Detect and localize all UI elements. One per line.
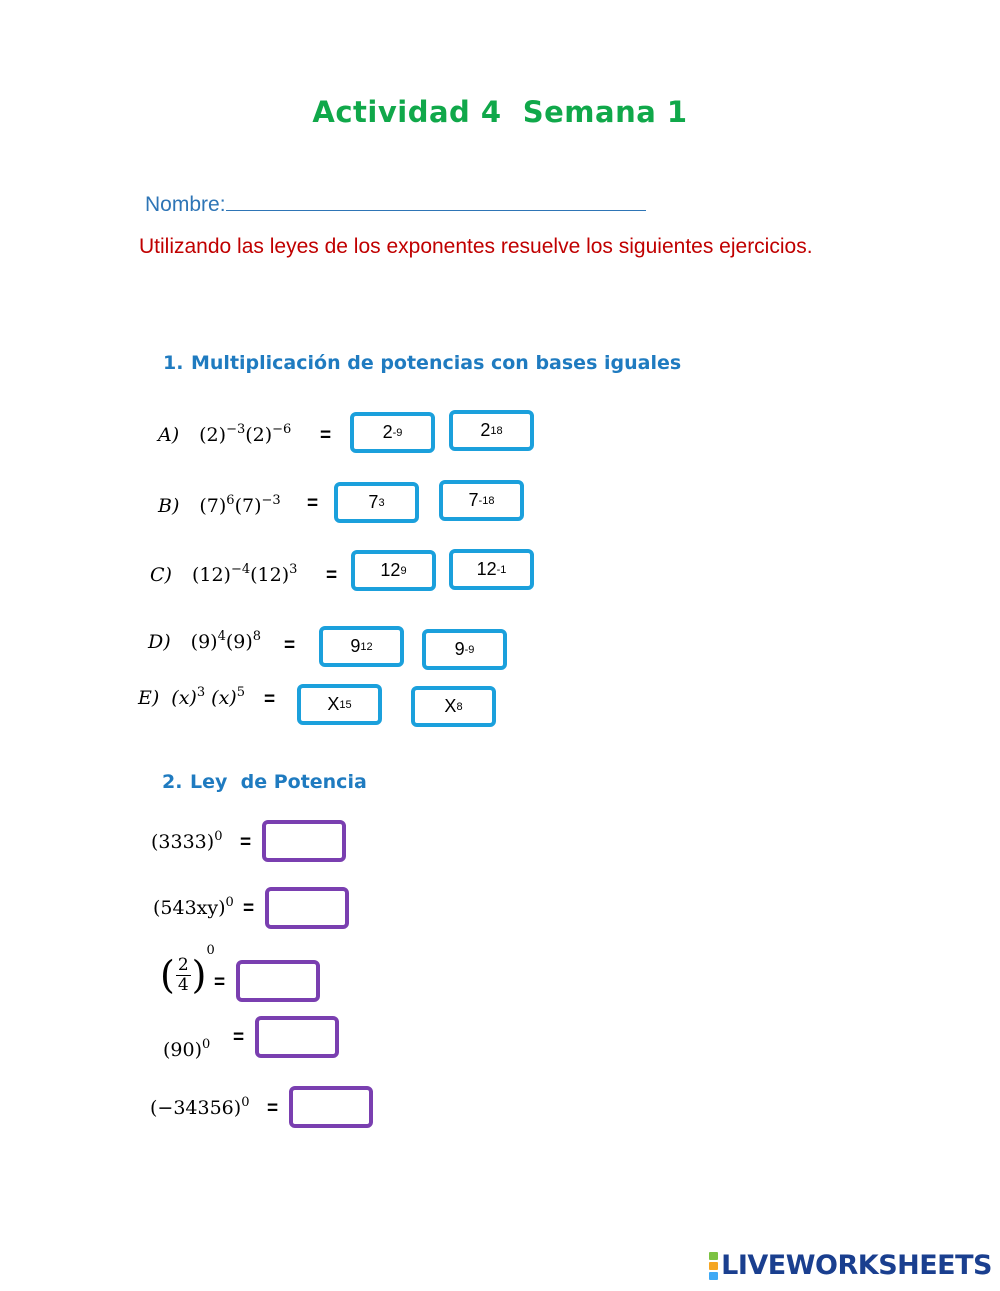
problem-c-expression (150, 564, 297, 586)
exponent: 0 (241, 1095, 250, 1110)
power-problem-5-expression (150, 1097, 249, 1119)
exponent: −6 (272, 422, 292, 437)
problem-d-expression (148, 631, 261, 653)
liveworksheets-logo-icon (709, 1251, 718, 1281)
equals-sign: = (240, 832, 252, 853)
exponent: −3 (226, 422, 246, 437)
answer-option-c-1[interactable]: 12 9 (351, 550, 436, 591)
answer-option-b-1[interactable]: 7 3 (334, 482, 419, 523)
answer-option-a-1[interactable]: 2 -9 (350, 412, 435, 453)
name-label: Nombre: (145, 193, 226, 216)
equals-sign: = (320, 425, 332, 446)
answer-option-b-2[interactable]: 7 -18 (439, 480, 524, 521)
option-base: 2 (382, 422, 393, 442)
exponent: 3 (196, 685, 206, 700)
option-base: X (327, 694, 340, 714)
base: (2) (245, 424, 273, 446)
base: (543xy) (153, 897, 226, 919)
problem-a-expression (158, 424, 291, 446)
answer-option-c-2[interactable]: 12 -1 (449, 549, 534, 590)
base: (x) (211, 687, 237, 709)
option-base: 12 (380, 560, 401, 580)
equals-sign: = (214, 972, 226, 993)
exponent: 0 (225, 895, 234, 910)
power-problem-2-expression (153, 897, 234, 919)
equals-sign: = (307, 493, 319, 514)
section-2-heading (162, 771, 367, 793)
section-2-title: Ley de Potencia (190, 771, 367, 793)
answer-option-e-2[interactable]: X 8 (411, 686, 496, 727)
exponent: 3 (289, 562, 298, 577)
option-base: 7 (468, 490, 479, 510)
section-1-heading (163, 352, 681, 374)
base: (7) (234, 495, 262, 517)
page-title: Actividad 4 Semana 1 (312, 95, 688, 129)
power-problem-3-expression (160, 943, 215, 997)
problem-c-label: C) (150, 564, 172, 586)
power-problem-4-expression (163, 1039, 210, 1061)
problem-b-expression (158, 495, 281, 517)
problem-a-label: A) (158, 424, 180, 446)
section-1-number: 1. (163, 352, 184, 374)
answer-option-e-1[interactable]: X 15 (297, 684, 382, 725)
answer-input-5[interactable] (289, 1086, 373, 1128)
base: (3333) (151, 831, 215, 853)
problem-e-expression (138, 687, 245, 709)
option-base: 2 (480, 420, 491, 440)
logo-text: LIVEWORKSHEETS (721, 1250, 992, 1281)
equals-sign: = (267, 1098, 279, 1119)
numerator: 2 (177, 954, 189, 975)
answer-option-d-1[interactable]: 9 12 (319, 626, 404, 667)
answer-input-4[interactable] (255, 1016, 339, 1058)
option-base: 9 (454, 639, 465, 659)
exponent: 8 (252, 629, 262, 644)
exponent: 0 (202, 1037, 211, 1052)
equals-sign: = (264, 689, 276, 710)
problem-e-label: E) (138, 687, 160, 709)
answer-option-a-2[interactable]: 2 18 (449, 410, 534, 451)
base: (2) (199, 424, 227, 446)
section-1-title: Multiplicación de potencias con bases iguales (191, 352, 682, 374)
section-2-number: 2. (162, 771, 183, 793)
option-base: 9 (350, 636, 361, 656)
answer-input-2[interactable] (265, 887, 349, 929)
power-problem-1-expression (151, 831, 222, 853)
answer-input-3[interactable] (236, 960, 320, 1002)
equals-sign: = (284, 635, 296, 656)
fraction (176, 956, 191, 995)
exponent: 0 (206, 943, 215, 958)
base: (9) (190, 631, 218, 653)
exponent: 6 (226, 493, 235, 508)
base: (7) (199, 495, 227, 517)
base: (x) (171, 687, 197, 709)
exponent: 5 (236, 685, 245, 700)
equals-sign: = (326, 565, 338, 586)
equals-sign: = (243, 898, 255, 919)
exponent: −4 (230, 562, 251, 577)
option-base: 7 (368, 492, 379, 512)
base: (12) (250, 564, 290, 586)
liveworksheets-logo[interactable] (709, 1250, 992, 1281)
base: (90) (163, 1039, 203, 1061)
exponent: −3 (261, 493, 281, 508)
right-paren: ) (191, 953, 207, 997)
answer-input-1[interactable] (262, 820, 346, 862)
equals-sign: = (233, 1027, 245, 1048)
option-base: 12 (476, 559, 497, 579)
exponent: 4 (217, 629, 226, 644)
exponent: 0 (214, 829, 223, 844)
base: (9) (225, 631, 253, 653)
instructions: Utilizando las leyes de los exponentes resuelve los siguientes ejercicios. (139, 235, 813, 258)
option-base: X (444, 696, 457, 716)
base: (12) (191, 564, 231, 586)
problem-d-label: D) (148, 631, 171, 653)
name-field (145, 190, 646, 217)
answer-option-d-2[interactable]: 9 -9 (422, 629, 507, 670)
denominator: 4 (177, 974, 189, 995)
name-blank-line[interactable] (226, 190, 646, 211)
left-paren: ( (160, 953, 175, 997)
problem-b-label: B) (158, 495, 180, 517)
base: (−34356) (150, 1097, 242, 1119)
